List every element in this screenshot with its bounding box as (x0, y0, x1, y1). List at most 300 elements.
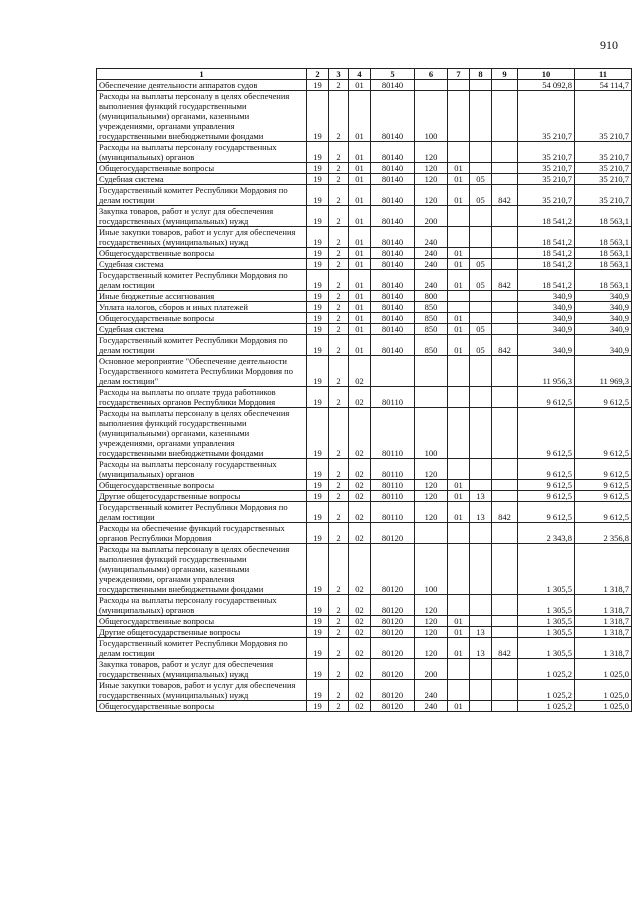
row-cell-col-9 (492, 302, 518, 313)
row-cell-col-10: 35 210,7 (518, 142, 575, 163)
row-cell-col-11: 340,9 (575, 291, 632, 302)
row-description: Основное мероприятие "Обеспечение деятельности Государственного комитета Республики Мордовия по делам юстиции" (97, 356, 307, 387)
row-cell-col-4: 02 (349, 480, 371, 491)
row-cell-col-7 (448, 523, 470, 544)
row-cell-col-5: 80140 (371, 270, 415, 291)
column-header-5: 5 (371, 69, 415, 80)
row-cell-col-7 (448, 459, 470, 480)
row-description: Расходы на выплаты персоналу государственных (муниципальных) органов (97, 459, 307, 480)
row-cell-col-2: 19 (307, 627, 329, 638)
row-cell-col-9 (492, 701, 518, 712)
row-cell-col-11: 9 612,5 (575, 387, 632, 408)
row-cell-col-11: 18 563,1 (575, 259, 632, 270)
row-cell-col-6: 850 (415, 324, 448, 335)
row-cell-col-6: 850 (415, 313, 448, 324)
row-cell-col-11: 1 025,0 (575, 659, 632, 680)
row-cell-col-2: 19 (307, 163, 329, 174)
row-cell-col-10: 35 210,7 (518, 163, 575, 174)
row-cell-col-3: 2 (329, 523, 349, 544)
column-header-3: 3 (329, 69, 349, 80)
table-row (97, 259, 632, 270)
row-cell-col-9 (492, 408, 518, 459)
row-cell-col-4: 01 (349, 248, 371, 259)
row-cell-col-2: 19 (307, 638, 329, 659)
row-cell-col-11: 1 025,0 (575, 701, 632, 712)
row-cell-col-11: 18 563,1 (575, 206, 632, 227)
row-cell-col-9 (492, 259, 518, 270)
row-cell-col-5: 80120 (371, 659, 415, 680)
row-cell-col-2: 19 (307, 502, 329, 523)
row-cell-col-10: 18 541,2 (518, 248, 575, 259)
row-cell-col-6: 240 (415, 248, 448, 259)
row-cell-col-11: 9 612,5 (575, 502, 632, 523)
row-cell-col-10: 1 305,5 (518, 595, 575, 616)
row-cell-col-11: 9 612,5 (575, 459, 632, 480)
table-row (97, 408, 632, 459)
row-description: Общегосударственные вопросы (97, 313, 307, 324)
row-description: Судебная система (97, 259, 307, 270)
row-cell-col-9: 842 (492, 185, 518, 206)
row-cell-col-6: 850 (415, 335, 448, 356)
row-cell-col-7 (448, 291, 470, 302)
row-cell-col-4: 01 (349, 142, 371, 163)
row-cell-col-3: 2 (329, 616, 349, 627)
column-header-8: 8 (470, 69, 492, 80)
row-description: Государственный комитет Республики Мордовия по делам юстиции (97, 335, 307, 356)
row-cell-col-10: 340,9 (518, 335, 575, 356)
row-cell-col-6: 100 (415, 91, 448, 142)
row-cell-col-7 (448, 91, 470, 142)
row-cell-col-5: 80140 (371, 302, 415, 313)
row-cell-col-2: 19 (307, 185, 329, 206)
row-description: Расходы на выплаты персоналу государственных (муниципальных) органов (97, 142, 307, 163)
row-cell-col-2: 19 (307, 313, 329, 324)
table-row (97, 248, 632, 259)
row-cell-col-9 (492, 163, 518, 174)
row-cell-col-2: 19 (307, 91, 329, 142)
row-cell-col-10: 9 612,5 (518, 480, 575, 491)
row-cell-col-5: 80120 (371, 680, 415, 701)
row-cell-col-5: 80140 (371, 227, 415, 248)
row-cell-col-6: 120 (415, 174, 448, 185)
row-cell-col-7 (448, 142, 470, 163)
table-row (97, 459, 632, 480)
row-cell-col-3: 2 (329, 627, 349, 638)
row-cell-col-4: 02 (349, 616, 371, 627)
table-row (97, 387, 632, 408)
row-cell-col-8 (470, 227, 492, 248)
row-cell-col-2: 19 (307, 259, 329, 270)
row-cell-col-2: 19 (307, 356, 329, 387)
row-cell-col-7 (448, 80, 470, 91)
row-description: Судебная система (97, 174, 307, 185)
row-description: Обеспечение деятельности аппаратов судов (97, 80, 307, 91)
row-cell-col-10: 340,9 (518, 313, 575, 324)
row-description: Закупка товаров, работ и услуг для обеспечения государственных (муниципальных) нужд (97, 206, 307, 227)
row-cell-col-8 (470, 616, 492, 627)
row-cell-col-3: 2 (329, 291, 349, 302)
row-cell-col-6: 850 (415, 302, 448, 313)
row-cell-col-7: 01 (448, 491, 470, 502)
row-cell-col-3: 2 (329, 142, 349, 163)
table-row (97, 91, 632, 142)
row-cell-col-8 (470, 302, 492, 313)
row-cell-col-10: 1 025,2 (518, 659, 575, 680)
row-cell-col-11: 11 969,3 (575, 356, 632, 387)
column-header-7: 7 (448, 69, 470, 80)
row-cell-col-2: 19 (307, 302, 329, 313)
row-cell-col-8 (470, 387, 492, 408)
row-cell-col-4: 02 (349, 387, 371, 408)
row-cell-col-10: 1 305,5 (518, 627, 575, 638)
row-cell-col-8 (470, 680, 492, 701)
row-cell-col-3: 2 (329, 313, 349, 324)
row-cell-col-2: 19 (307, 227, 329, 248)
row-cell-col-2: 19 (307, 387, 329, 408)
column-header-11: 11 (575, 69, 632, 80)
row-cell-col-4: 01 (349, 174, 371, 185)
row-description: Общегосударственные вопросы (97, 163, 307, 174)
row-description: Расходы на выплаты персоналу государственных (муниципальных) органов (97, 595, 307, 616)
row-cell-col-3: 2 (329, 595, 349, 616)
table-row (97, 502, 632, 523)
row-cell-col-5: 80140 (371, 174, 415, 185)
row-cell-col-9 (492, 356, 518, 387)
row-cell-col-5: 80140 (371, 163, 415, 174)
row-description: Общегосударственные вопросы (97, 480, 307, 491)
row-cell-col-9 (492, 80, 518, 91)
row-cell-col-9 (492, 227, 518, 248)
row-description: Другие общегосударственные вопросы (97, 627, 307, 638)
row-description: Общегосударственные вопросы (97, 701, 307, 712)
row-cell-col-5 (371, 356, 415, 387)
table-row (97, 480, 632, 491)
row-cell-col-3: 2 (329, 248, 349, 259)
row-cell-col-5: 80140 (371, 185, 415, 206)
row-cell-col-7: 01 (448, 185, 470, 206)
table-row (97, 491, 632, 502)
row-cell-col-9 (492, 142, 518, 163)
row-cell-col-8: 13 (470, 491, 492, 502)
row-cell-col-5: 80110 (371, 408, 415, 459)
row-cell-col-11: 1 318,7 (575, 638, 632, 659)
row-cell-col-11: 54 114,7 (575, 80, 632, 91)
table-row (97, 595, 632, 616)
row-cell-col-10: 1 025,2 (518, 701, 575, 712)
row-cell-col-8: 05 (470, 259, 492, 270)
row-cell-col-10: 340,9 (518, 302, 575, 313)
row-description: Общегосударственные вопросы (97, 248, 307, 259)
row-cell-col-2: 19 (307, 523, 329, 544)
row-cell-col-9 (492, 595, 518, 616)
row-cell-col-4: 02 (349, 523, 371, 544)
row-cell-col-11: 18 563,1 (575, 270, 632, 291)
row-cell-col-4: 02 (349, 638, 371, 659)
table-row (97, 627, 632, 638)
row-cell-col-3: 2 (329, 502, 349, 523)
row-cell-col-8: 05 (470, 174, 492, 185)
row-cell-col-7 (448, 356, 470, 387)
row-cell-col-10: 9 612,5 (518, 502, 575, 523)
row-cell-col-5: 80110 (371, 491, 415, 502)
row-cell-col-5: 80140 (371, 91, 415, 142)
row-cell-col-9: 842 (492, 335, 518, 356)
row-cell-col-3: 2 (329, 259, 349, 270)
row-cell-col-7: 01 (448, 324, 470, 335)
row-cell-col-5: 80140 (371, 335, 415, 356)
table-row (97, 206, 632, 227)
row-cell-col-4: 02 (349, 659, 371, 680)
row-cell-col-11: 35 210,7 (575, 185, 632, 206)
row-cell-col-8: 05 (470, 335, 492, 356)
row-cell-col-10: 2 343,8 (518, 523, 575, 544)
row-cell-col-6: 120 (415, 185, 448, 206)
row-cell-col-6: 240 (415, 227, 448, 248)
column-header-10: 10 (518, 69, 575, 80)
column-header-9: 9 (492, 69, 518, 80)
row-description: Другие общегосударственные вопросы (97, 491, 307, 502)
row-cell-col-11: 1 318,7 (575, 616, 632, 627)
row-description: Уплата налогов, сборов и иных платежей (97, 302, 307, 313)
row-cell-col-8 (470, 206, 492, 227)
row-cell-col-10: 340,9 (518, 291, 575, 302)
row-cell-col-7 (448, 544, 470, 595)
row-cell-col-3: 2 (329, 387, 349, 408)
row-cell-col-2: 19 (307, 480, 329, 491)
row-cell-col-11: 1 318,7 (575, 544, 632, 595)
table-row (97, 680, 632, 701)
row-cell-col-4: 02 (349, 627, 371, 638)
row-cell-col-6: 120 (415, 638, 448, 659)
row-cell-col-10: 1 305,5 (518, 544, 575, 595)
row-cell-col-6 (415, 523, 448, 544)
row-cell-col-10: 18 541,2 (518, 259, 575, 270)
row-cell-col-9 (492, 616, 518, 627)
row-cell-col-11: 340,9 (575, 302, 632, 313)
row-cell-col-2: 19 (307, 459, 329, 480)
row-cell-col-8: 13 (470, 638, 492, 659)
row-description: Расходы на выплаты по оплате труда работников государственных органов Республики Мордовия (97, 387, 307, 408)
row-cell-col-6 (415, 356, 448, 387)
row-cell-col-6: 100 (415, 408, 448, 459)
row-description: Государственный комитет Республики Мордовия по делам юстиции (97, 502, 307, 523)
row-cell-col-2: 19 (307, 324, 329, 335)
row-cell-col-11: 18 563,1 (575, 227, 632, 248)
row-cell-col-2: 19 (307, 174, 329, 185)
table-row (97, 335, 632, 356)
row-cell-col-8 (470, 80, 492, 91)
row-cell-col-9 (492, 206, 518, 227)
row-cell-col-3: 2 (329, 324, 349, 335)
row-description: Расходы на выплаты персоналу в целях обеспечения выполнения функций государственными (муниципальными) органами, казенными учреждениями, органами управления государственными внебюджетными фондами (97, 91, 307, 142)
row-cell-col-9: 842 (492, 502, 518, 523)
table-row (97, 356, 632, 387)
row-cell-col-2: 19 (307, 291, 329, 302)
row-cell-col-2: 19 (307, 206, 329, 227)
row-cell-col-6: 240 (415, 680, 448, 701)
row-cell-col-4: 01 (349, 206, 371, 227)
row-cell-col-5: 80140 (371, 206, 415, 227)
row-cell-col-5: 80120 (371, 523, 415, 544)
table-row (97, 174, 632, 185)
row-cell-col-4: 02 (349, 459, 371, 480)
row-cell-col-5: 80110 (371, 480, 415, 491)
row-cell-col-11: 9 612,5 (575, 408, 632, 459)
row-cell-col-9 (492, 627, 518, 638)
row-cell-col-9 (492, 544, 518, 595)
row-cell-col-6 (415, 387, 448, 408)
row-cell-col-4: 01 (349, 227, 371, 248)
row-cell-col-7 (448, 680, 470, 701)
row-cell-col-7: 01 (448, 259, 470, 270)
row-cell-col-5: 80140 (371, 80, 415, 91)
row-cell-col-3: 2 (329, 302, 349, 313)
row-description: Закупка товаров, работ и услуг для обеспечения государственных (муниципальных) нужд (97, 659, 307, 680)
row-cell-col-4: 02 (349, 408, 371, 459)
row-cell-col-2: 19 (307, 335, 329, 356)
row-cell-col-3: 2 (329, 544, 349, 595)
row-description: Иные бюджетные ассигнования (97, 291, 307, 302)
row-cell-col-6: 240 (415, 270, 448, 291)
row-cell-col-3: 2 (329, 270, 349, 291)
row-cell-col-7 (448, 387, 470, 408)
row-cell-col-11: 1 318,7 (575, 595, 632, 616)
row-cell-col-7: 01 (448, 163, 470, 174)
row-cell-col-4: 01 (349, 163, 371, 174)
row-cell-col-3: 2 (329, 459, 349, 480)
row-cell-col-3: 2 (329, 80, 349, 91)
row-cell-col-7 (448, 302, 470, 313)
row-cell-col-4: 02 (349, 701, 371, 712)
row-cell-col-11: 35 210,7 (575, 163, 632, 174)
row-cell-col-3: 2 (329, 185, 349, 206)
row-cell-col-3: 2 (329, 638, 349, 659)
row-cell-col-6: 100 (415, 544, 448, 595)
row-cell-col-7: 01 (448, 270, 470, 291)
row-cell-col-9 (492, 313, 518, 324)
row-cell-col-5: 80140 (371, 313, 415, 324)
row-cell-col-11: 35 210,7 (575, 142, 632, 163)
row-cell-col-7: 01 (448, 627, 470, 638)
row-cell-col-10: 1 305,5 (518, 616, 575, 627)
table-row (97, 324, 632, 335)
row-description: Государственный комитет Республики Мордовия по делам юстиции (97, 638, 307, 659)
row-cell-col-10: 9 612,5 (518, 408, 575, 459)
row-cell-col-3: 2 (329, 206, 349, 227)
row-cell-col-7: 01 (448, 335, 470, 356)
row-cell-col-5: 80120 (371, 616, 415, 627)
row-cell-col-9 (492, 174, 518, 185)
row-description: Иные закупки товаров, работ и услуг для обеспечения государственных (муниципальных) нужд (97, 227, 307, 248)
row-cell-col-5: 80120 (371, 638, 415, 659)
row-cell-col-2: 19 (307, 408, 329, 459)
row-cell-col-9 (492, 387, 518, 408)
row-cell-col-7: 01 (448, 174, 470, 185)
row-cell-col-9 (492, 248, 518, 259)
row-cell-col-3: 2 (329, 91, 349, 142)
row-cell-col-7: 01 (448, 616, 470, 627)
row-cell-col-8: 05 (470, 185, 492, 206)
row-cell-col-11: 18 563,1 (575, 248, 632, 259)
table-row (97, 544, 632, 595)
row-cell-col-4: 02 (349, 502, 371, 523)
column-header-4: 4 (349, 69, 371, 80)
row-description: Государственный комитет Республики Мордовия по делам юстиции (97, 270, 307, 291)
row-cell-col-10: 35 210,7 (518, 185, 575, 206)
column-header-2: 2 (307, 69, 329, 80)
row-cell-col-3: 2 (329, 174, 349, 185)
row-cell-col-11: 9 612,5 (575, 480, 632, 491)
row-cell-col-4: 01 (349, 259, 371, 270)
row-cell-col-9 (492, 523, 518, 544)
row-cell-col-10: 18 541,2 (518, 206, 575, 227)
row-description: Расходы на выплаты персоналу в целях обеспечения выполнения функций государственными (муниципальными) органами, казенными учреждениями, органами управления государственными внебюджетными фондами (97, 544, 307, 595)
row-cell-col-11: 340,9 (575, 313, 632, 324)
row-cell-col-6: 120 (415, 163, 448, 174)
row-cell-col-6: 240 (415, 701, 448, 712)
row-cell-col-3: 2 (329, 356, 349, 387)
row-cell-col-10: 1 305,5 (518, 638, 575, 659)
row-cell-col-8 (470, 701, 492, 712)
row-cell-col-11: 340,9 (575, 335, 632, 356)
row-cell-col-5: 80120 (371, 595, 415, 616)
row-cell-col-10: 9 612,5 (518, 459, 575, 480)
column-header-6: 6 (415, 69, 448, 80)
row-cell-col-4: 01 (349, 302, 371, 313)
row-cell-col-9 (492, 680, 518, 701)
row-cell-col-6: 120 (415, 491, 448, 502)
row-cell-col-6: 120 (415, 616, 448, 627)
table-row (97, 701, 632, 712)
row-cell-col-10: 18 541,2 (518, 227, 575, 248)
row-cell-col-9 (492, 324, 518, 335)
table-row (97, 142, 632, 163)
row-cell-col-8 (470, 595, 492, 616)
row-cell-col-10: 35 210,7 (518, 174, 575, 185)
row-cell-col-5: 80120 (371, 701, 415, 712)
table-row (97, 302, 632, 313)
row-cell-col-8 (470, 408, 492, 459)
row-cell-col-10: 1 025,2 (518, 680, 575, 701)
row-cell-col-8 (470, 480, 492, 491)
row-cell-col-8 (470, 459, 492, 480)
row-cell-col-7 (448, 595, 470, 616)
row-description: Расходы на обеспечение функций государственных органов Республики Мордовия (97, 523, 307, 544)
row-cell-col-8 (470, 523, 492, 544)
row-cell-col-2: 19 (307, 595, 329, 616)
row-cell-col-6: 200 (415, 206, 448, 227)
row-cell-col-5: 80120 (371, 627, 415, 638)
row-description: Иные закупки товаров, работ и услуг для обеспечения государственных (муниципальных) нужд (97, 680, 307, 701)
row-cell-col-2: 19 (307, 248, 329, 259)
row-cell-col-8: 13 (470, 502, 492, 523)
table-row (97, 638, 632, 659)
row-cell-col-4: 02 (349, 595, 371, 616)
row-cell-col-4: 01 (349, 324, 371, 335)
row-cell-col-8 (470, 163, 492, 174)
row-description: Судебная система (97, 324, 307, 335)
row-cell-col-3: 2 (329, 163, 349, 174)
row-cell-col-10: 18 541,2 (518, 270, 575, 291)
row-cell-col-10: 35 210,7 (518, 91, 575, 142)
row-cell-col-8 (470, 544, 492, 595)
table-body (97, 80, 632, 712)
row-cell-col-3: 2 (329, 335, 349, 356)
row-cell-col-5: 80110 (371, 387, 415, 408)
row-cell-col-5: 80110 (371, 502, 415, 523)
table-row (97, 659, 632, 680)
row-cell-col-11: 1 025,0 (575, 680, 632, 701)
